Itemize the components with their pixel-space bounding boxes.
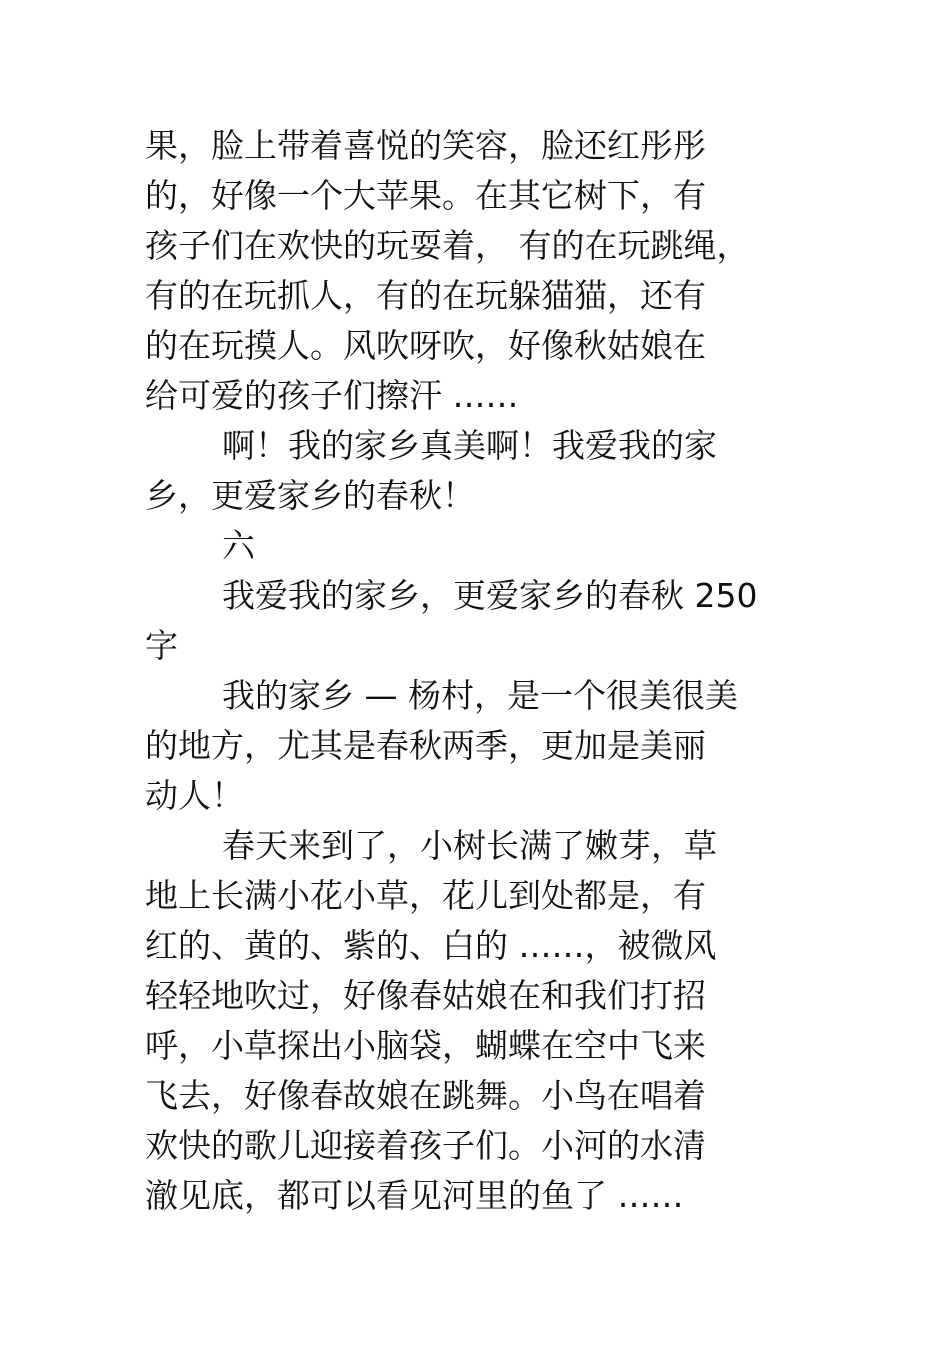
text-line: 呼，小草探出小脑袋，蝴蝶在空中飞来	[145, 1026, 706, 1065]
text-line: 地上长满小花小草，花儿到处都是，有	[145, 876, 706, 915]
text-line: 的地方，尤其是春秋两季，更加是美丽	[145, 726, 706, 765]
essay-title: 我爱我的家乡，更爱家乡的春秋 250	[222, 576, 758, 615]
text-line: 有的在玩抓人，有的在玩躲猫猫，还有	[145, 276, 706, 315]
text-line: 孩子们在欢快的玩耍着， 有的在玩跳绳，	[145, 226, 750, 265]
text-line: 飞去，好像春故娘在跳舞。小鸟在唱着	[145, 1076, 706, 1115]
section-number: 六	[222, 526, 255, 565]
paragraph-first-line: 春天来到了，小树长满了嫩芽，草	[222, 826, 717, 865]
paragraph-first-line: 我的家乡 — 杨村，是一个很美很美	[222, 676, 738, 715]
text-line: 澈见底，都可以看见河里的鱼了 ……	[145, 1176, 684, 1215]
text-line: 的在玩摸人。风吹呀吹，好像秋姑娘在	[145, 326, 706, 365]
text-line: 红的、黄的、紫的、白的 ……，被微风	[145, 926, 717, 965]
text-line: 的，好像一个大苹果。在其它树下，有	[145, 176, 706, 215]
text-line: 动人！	[145, 776, 244, 815]
paragraph-first-line: 啊！我的家乡真美啊！我爱我的家	[222, 426, 717, 465]
text-line: 轻轻地吹过，好像春姑娘在和我们打招	[145, 976, 706, 1015]
essay-title-continued: 字	[145, 626, 178, 665]
text-line: 乡，更爱家乡的春秋！	[145, 476, 475, 515]
text-line: 给可爱的孩子们擦汗 ……	[145, 376, 519, 415]
text-line: 欢快的歌儿迎接着孩子们。小河的水清	[145, 1126, 706, 1165]
text-line: 果，脸上带着喜悦的笑容，脸还红彤彤	[145, 126, 706, 165]
